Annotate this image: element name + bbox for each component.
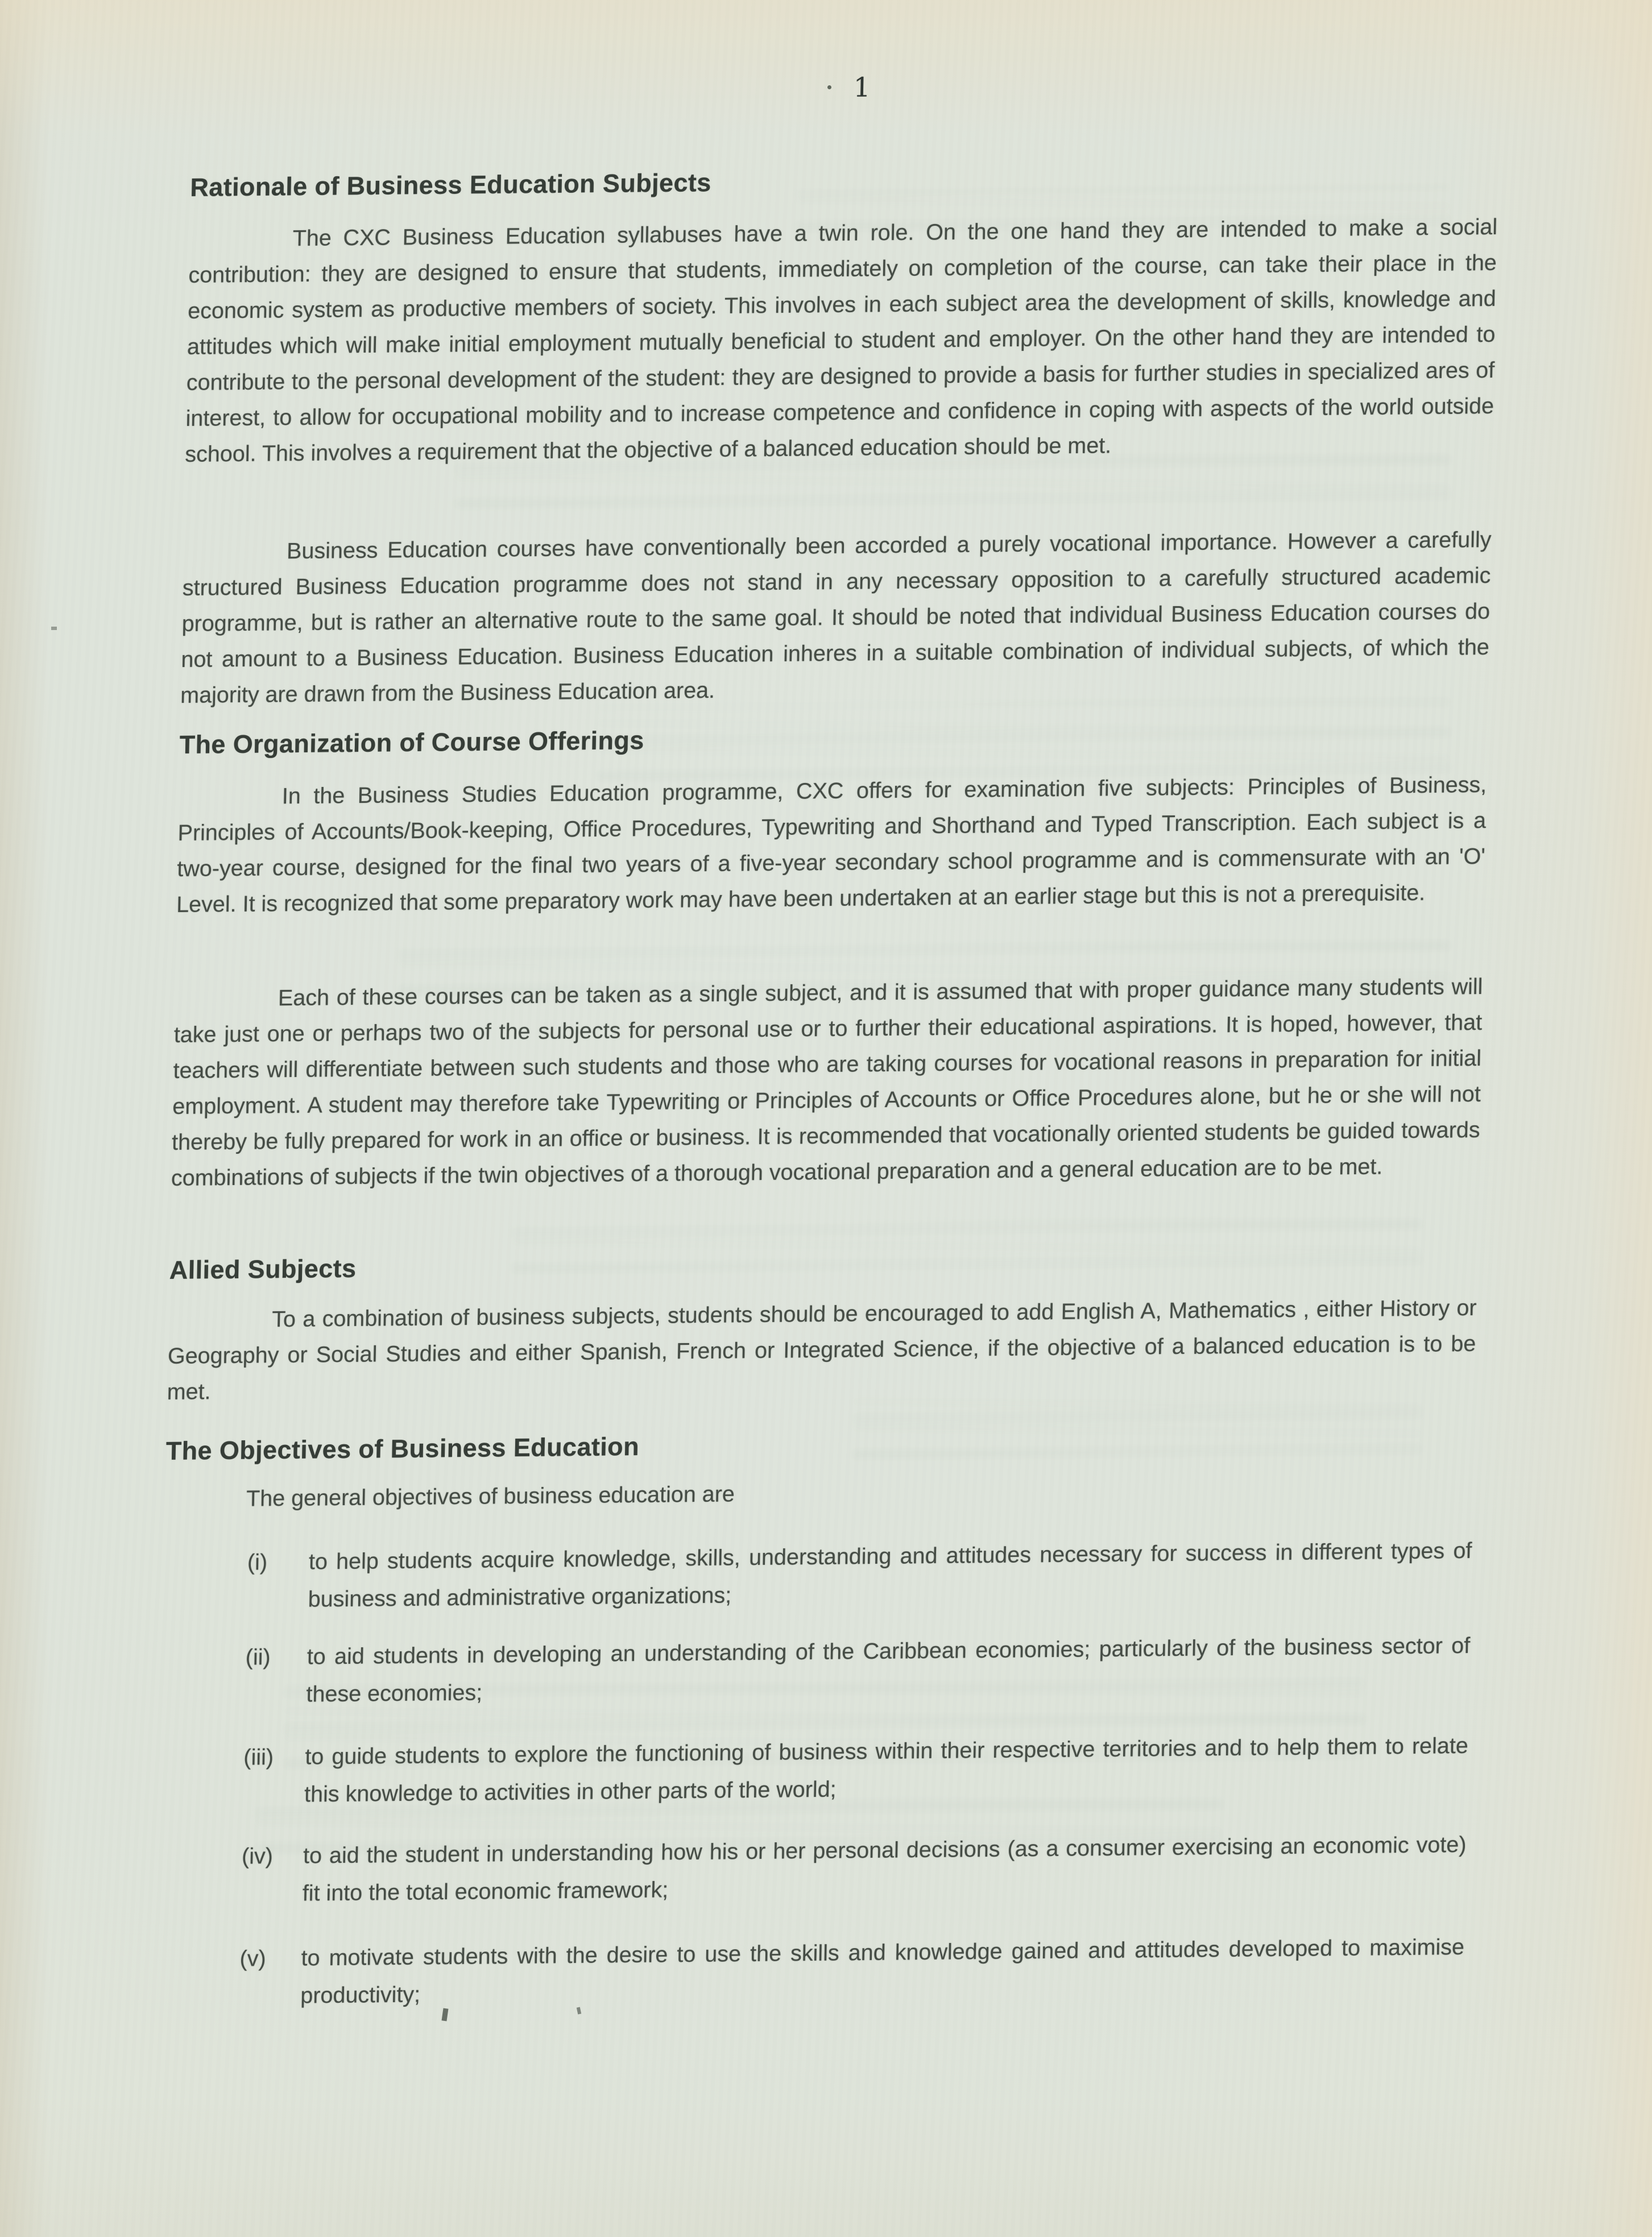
- objective-item: [163, 1532, 1472, 1619]
- objective-marker: (iv): [241, 1844, 274, 1869]
- objective-marker: (ii): [245, 1644, 271, 1670]
- objective-text: to guide students to explore the functioning of business within their respective territories and to help them to relate this knowledge to activities in other parts of the world;: [304, 1733, 1469, 1807]
- objective-text: to help students acquire knowledge, skills, understanding and attitudes necessary for success in different types of business and administrative organizations;: [308, 1538, 1472, 1612]
- paragraph-rationale-2: Business Education courses have conventionally been accorded a purely vocational importance. However a carefully structured Business Education programme does not stand in any necessary opposition to a carefully structured academic programme, but is rather an alternative route to the same goal. It should be noted that individual Business Education courses do not amount to a Business Education. Business Education inheres in a suitable combination of individual subjects, of which the majority are drawn from the Business Education area.: [180, 527, 1492, 708]
- objective-item: [155, 1928, 1465, 2016]
- section-heading-organization: The Organization of Course Offerings: [179, 726, 645, 759]
- objective-text: to motivate students with the desire to use the skills and knowledge gained and attitudes developed to maximise productivity;: [300, 1934, 1465, 2008]
- objective-marker: (v): [239, 1946, 267, 1971]
- section-heading-allied-subjects: Allied Subjects: [169, 1253, 357, 1285]
- page-number: 1: [853, 72, 871, 103]
- objective-item: [157, 1826, 1467, 1913]
- objective-text: to aid the student in understanding how his or her personal decisions (as a consumer exercising an economic vote) fit into the total economic framework;: [302, 1832, 1467, 1906]
- document-content: [151, 0, 1502, 2237]
- paragraph-allied-subjects: To a combination of business subjects, students should be encouraged to add English A, Mathematics , either History or Geography or Social Studies and either Spanish, French or Integrated Science, if the objective of a balanced education is to be met.: [167, 1295, 1477, 1405]
- section-heading-rationale: Rationale of Business Education Subjects: [189, 168, 712, 202]
- section-heading-objectives: The Objectives of Business Education: [165, 1432, 640, 1465]
- paragraph-organization-1: In the Business Studies Education programme, CXC offers for examination five subjects: Principles of Business, Principles of Accounts/Book-keeping, Office Procedures, Typewriting and Shorthand and Typed Transcription. Each subject is a two-year course, designed for the final two years of a five-year secondary school programme and is commensurate with an 'O' Level. It is recognized that some preparatory work may have been undertaken at an earlier stage but this is not a prerequisite.: [176, 772, 1487, 917]
- objective-item: [159, 1727, 1468, 1815]
- objective-item: [161, 1627, 1471, 1714]
- speck-artifact: [51, 627, 57, 630]
- objective-text: to aid students in developing an understanding of the Caribbean economies; particularly of the business sector of these economies;: [306, 1633, 1471, 1707]
- objectives-intro: The general objectives of business education are: [246, 1481, 735, 1511]
- objective-marker: (i): [247, 1550, 268, 1575]
- objective-marker: (iii): [243, 1745, 274, 1770]
- paragraph-organization-2: Each of these courses can be taken as a single subject, and it is assumed that with proper guidance many students will take just one or perhaps two of the subjects for personal use or to further their educational aspirations. It is hoped, however, that teachers will differentiate between such students and those who are taking courses for vocational reasons in preparation for initial employment. A student may therefore take Typewriting or Principles of Accounts or Office Procedures alone, but he or she will not thereby be fully prepared for work in an office or business. It is recommended that vocationally oriented students be guided towards combinations of subjects if the twin objectives of a thorough vocational preparation and a general education are to be met.: [171, 973, 1483, 1191]
- paragraph-rationale-1: The CXC Business Education syllabuses have a twin role. On the one hand they are intended to make a social contribution: they are designed to ensure that students, immediately on completion of the course, can take their place in the economic system as productive members of society. This involves in each subject area the development of skills, knowledge and attitudes which will make initial employment mutually beneficial to student and employer. On the other hand they are intended to contribute to the personal development of the student: they are designed to provide a basis for further studies in specialized ares of interest, to allow for occupational mobility and to increase competence and confidence in coping with aspects of the world outside school. This involves a requirement that the objective of a balanced education should be met.: [184, 214, 1498, 467]
